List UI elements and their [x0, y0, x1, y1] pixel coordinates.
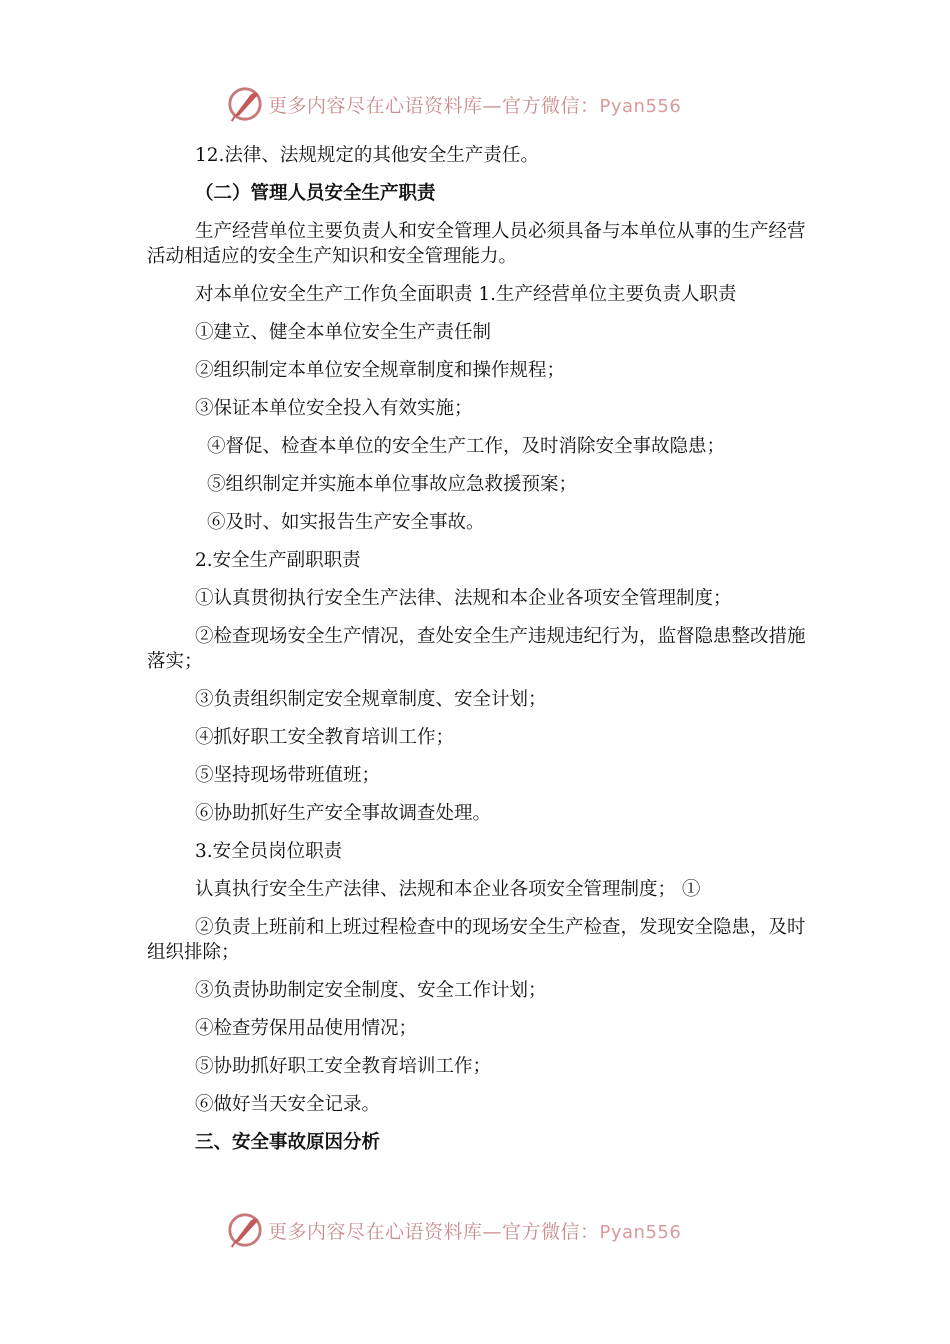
paragraph: ②负责上班前和上班过程检查中的现场安全生产检查，发现安全隐患，及时组织排除； [147, 917, 806, 963]
section-heading: （二）管理人员安全生产职责 [195, 183, 436, 204]
watermark-text: 更多内容尽在心语资料库—官方微信：Pyan556 [268, 94, 682, 117]
paragraph: ⑥做好当天安全记录。 [195, 1094, 381, 1115]
paragraph: ①认真贯彻执行安全生产法律、法规和本企业各项安全管理制度； [195, 588, 732, 609]
paragraph: 认真执行安全生产法律、法规和本企业各项安全管理制度； ① [195, 879, 701, 900]
paragraph: 3.安全员岗位职责 [195, 841, 343, 862]
paragraph: ⑤坚持现场带班值班； [195, 765, 381, 786]
paragraph: ③保证本单位安全投入有效实施； [195, 398, 473, 419]
paragraph: ④抓好职工安全教育培训工作； [195, 727, 455, 748]
paragraph: 2.安全生产副职职责 [195, 550, 361, 571]
paragraph: ①建立、健全本单位安全生产责任制 [195, 322, 492, 343]
footer-watermark-banner [226, 1210, 726, 1250]
paragraph: ③负责协助制定安全制度、安全工作计划； [195, 980, 547, 1001]
paragraph: 对本单位安全生产工作负全面职责 1.生产经营单位主要负责人职责 [195, 284, 737, 305]
paragraph: ⑤协助抓好职工安全教育培训工作； [195, 1056, 492, 1077]
document-body [147, 143, 817, 1168]
wechat-id: Pyan556 [599, 95, 682, 117]
quill-pen-logo-icon [226, 85, 264, 123]
paragraph: ②组织制定本单位安全规章制度和操作规程； [195, 360, 566, 381]
paragraph: ③负责组织制定安全规章制度、安全计划； [195, 689, 547, 710]
paragraph: ⑥协助抓好生产安全事故调查处理。 [195, 803, 492, 824]
quill-pen-logo-icon [226, 1211, 264, 1249]
paragraph: ⑤组织制定并实施本单位事故应急救援预案； [207, 474, 578, 495]
paragraph: ④督促、检查本单位的安全生产工作，及时消除安全事故隐患； [207, 436, 726, 457]
paragraph: 12.法律、法规规定的其他安全生产责任。 [195, 145, 539, 166]
paragraph: ④检查劳保用品使用情况； [195, 1018, 418, 1039]
wechat-id: Pyan556 [599, 1221, 682, 1243]
header-watermark-banner [226, 84, 726, 124]
paragraph: 生产经营单位主要负责人和安全管理人员必须具备与本单位从事的生产经营活动相适应的安全生产知识和安全管理能力。 [147, 221, 806, 267]
section-heading: 三、安全事故原因分析 [195, 1132, 381, 1153]
paragraph: ②检查现场安全生产情况，查处安全生产违规违纪行为，监督隐患整改措施落实； [147, 626, 806, 672]
watermark-text: 更多内容尽在心语资料库—官方微信：Pyan556 [268, 1220, 682, 1243]
paragraph: ⑥及时、如实报告生产安全事故。 [207, 512, 485, 533]
